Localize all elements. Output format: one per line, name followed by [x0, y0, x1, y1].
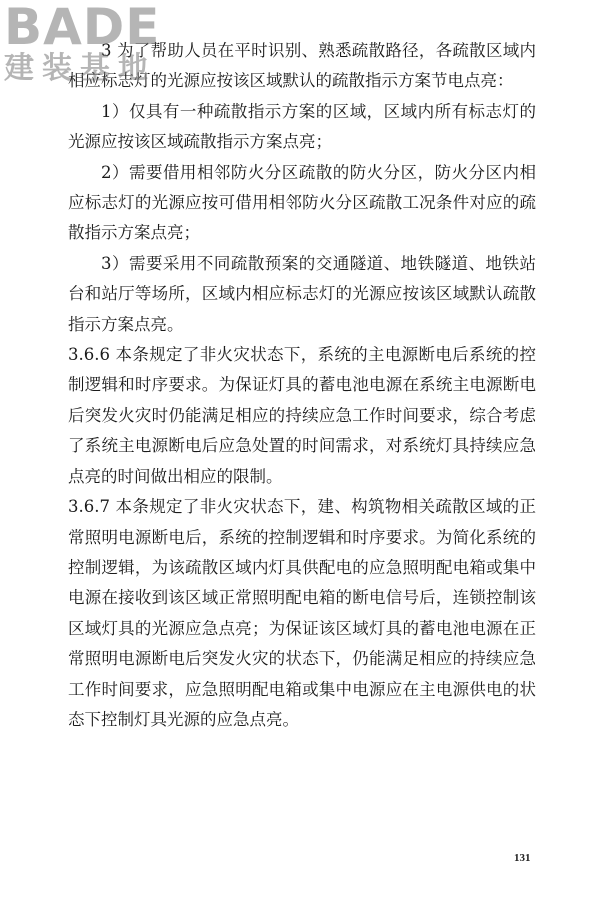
logo-mark: BADE [4, 0, 161, 56]
page-number: 131 [514, 852, 531, 864]
paragraph-subitem-3: 3）需要采用不同疏散预案的交通隧道、地铁隧道、地铁站台和站厅等场所，区域内相应标志灯的光源应按该区域默认疏散指示方案点亮。 [68, 253, 536, 334]
paragraph-clause-3-6-6: 3.6.6 本条规定了非火灾状态下，系统的主电源断电后系统的控制逻辑和时序要求。为保证灯具的蓄电池电源在系统主电源断电后突发火灾时仍能满足相应的持续应急工作时间要求，综合考虑了系统主电源断电后应急处置的时间需求，对系统灯具持续应急点亮的时间做出相应的限制。 [68, 345, 536, 486]
logo-subtitle: 建装基地 [4, 51, 156, 86]
body-text [68, 36, 536, 735]
paragraph-clause-3-6-7: 3.6.7 本条规定了非火灾状态下，建、构筑物相关疏散区域的正常照明电源断电后，系统的控制逻辑和时序要求。为简化系统的控制逻辑，为该疏散区域内灯具供配电的应急照明配电箱或集中电源在接收到该区域正常照明配电箱的断电信号后，连锁控制该区域灯具的光源应急点亮；为保证该区域灯具的蓄电池电源在正常照明电源断电后突发火灾的状态下，仍能满足相应的持续应急工作时间要求，应急照明配电箱或集中电源应在主电源供电的状态下控制灯具光源的应急点亮。 [68, 497, 536, 729]
paragraph-item-3: 3 为了帮助人员在平时识别、熟悉疏散路径，各疏散区域内相应标志灯的光源应按该区域默认的疏散指示方案节电点亮： [68, 41, 536, 91]
paragraph-subitem-2: 2）需要借用相邻防火分区疏散的防火分区，防火分区内相应标志灯的光源应按可借用相邻防火分区疏散工况条件对应的疏散指示方案点亮； [68, 162, 536, 243]
paragraph-subitem-1: 1）仅具有一种疏散指示方案的区域，区域内所有标志灯的光源应按该区域疏散指示方案点亮； [68, 101, 536, 152]
